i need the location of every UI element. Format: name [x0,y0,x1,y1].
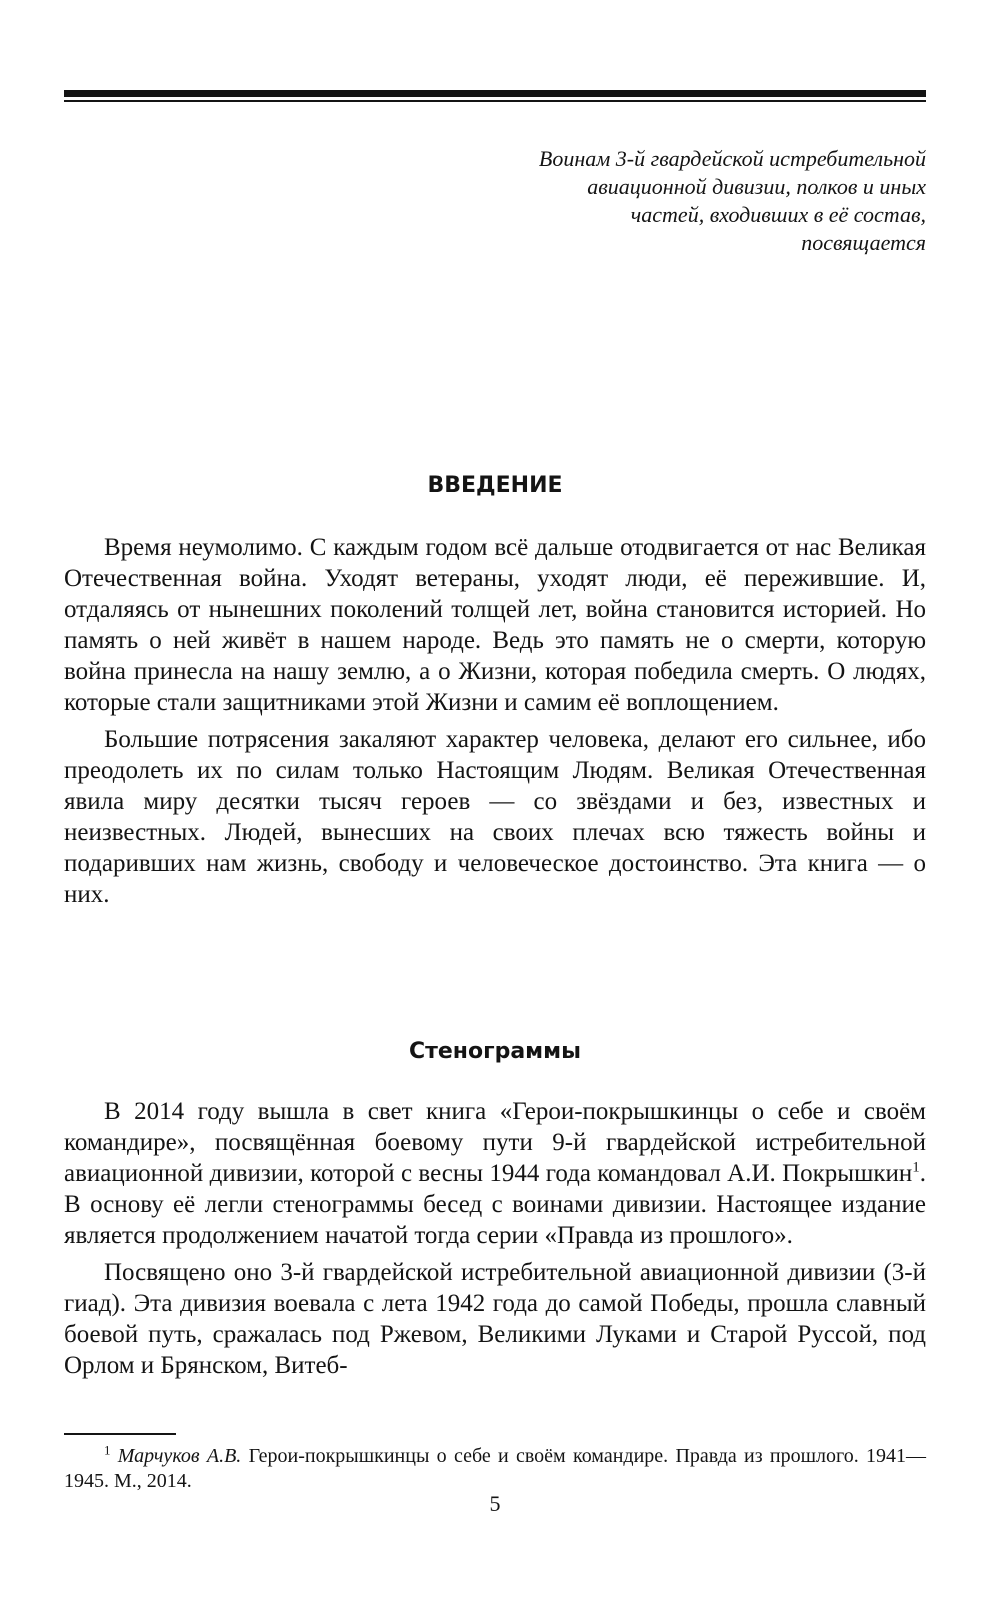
footnote [64,1444,926,1494]
page-number: 5 [489,1491,501,1516]
section-heading-introduction: ВВЕДЕНИЕ [427,473,563,498]
paragraph: Большие потрясения закаляют характер человека, делают его сильнее, ибо преодолеть их по силам только Настоящим Людям. Великая Отечественная явила миру десятки тысяч героев — со звёздами и без, известных и неизвестных. Людей, вынесших на своих плечах всю тяжесть войны и подаривших нам жизнь, свободу и человеческое достоинство. Эта книга — о них. [64,726,926,908]
footnote-separator [64,1433,176,1435]
dedication [446,145,926,257]
dedication-line: авиационной дивизии, полков и иных [587,174,926,199]
footnote-marker: 1 [104,1442,111,1458]
dedication-line: частей, входивших в её состав, [630,202,926,227]
footnote-author: Марчуков А.В. [117,1445,242,1467]
stenograms-text [64,1096,926,1387]
paragraph [64,1096,926,1251]
dedication-line: посвящается [801,230,926,255]
paragraph-text: В 2014 году вышла в свет книга «Герои-покрышкинцы о себе и своём командире», посвящённая боевому пути 9-й гвардейской истребительной авиационной дивизии, которой с весны 1944 года командовал А.И. Покрышкин [64,1098,926,1187]
paragraph: Время неумолимо. С каждым годом всё дальше отодвигается от нас Великая Отечественная война. Уходят ветераны, уходят люди, её пережившие. И, отдаляясь от нынешних поколений толщей лет, война становится историей. Но память о ней живёт в нашем народе. Ведь это память не о смерти, которую война принесла на нашу землю, а о Жизни, которая победила смерть. О людях, которые стали защитниками этой Жизни и самим её воплощением. [64,534,926,716]
footnote-text: Герои-покрышкинцы о себе и своём командире. Правда из прошлого. 1941—1945. М., 2014. [64,1445,926,1492]
header-rule-thick [64,90,926,97]
paragraph-text: . В основу её легли стенограммы бесед с воинами дивизии. Настоящее издание является продолжением начатой тогда серии «Правда из прошлого». [64,1160,926,1249]
section-heading-stenograms: Стенограммы [408,1039,582,1064]
footnote-reference: 1 [912,1159,920,1176]
dedication-line: Воинам 3-й гвардейской истребительной [538,146,926,171]
header-rule-thin [64,100,926,102]
paragraph: Посвящено оно 3-й гвардейской истребительной авиационной дивизии (3-й гиад). Эта дивизия воевала с лета 1942 года до самой Победы, прошла славный боевой путь, сражалась под Ржевом, Великими Луками и Старой Руссой, под Орлом и Брянском, Витеб- [64,1259,926,1379]
introduction-text [64,532,926,916]
book-page [64,0,926,1618]
